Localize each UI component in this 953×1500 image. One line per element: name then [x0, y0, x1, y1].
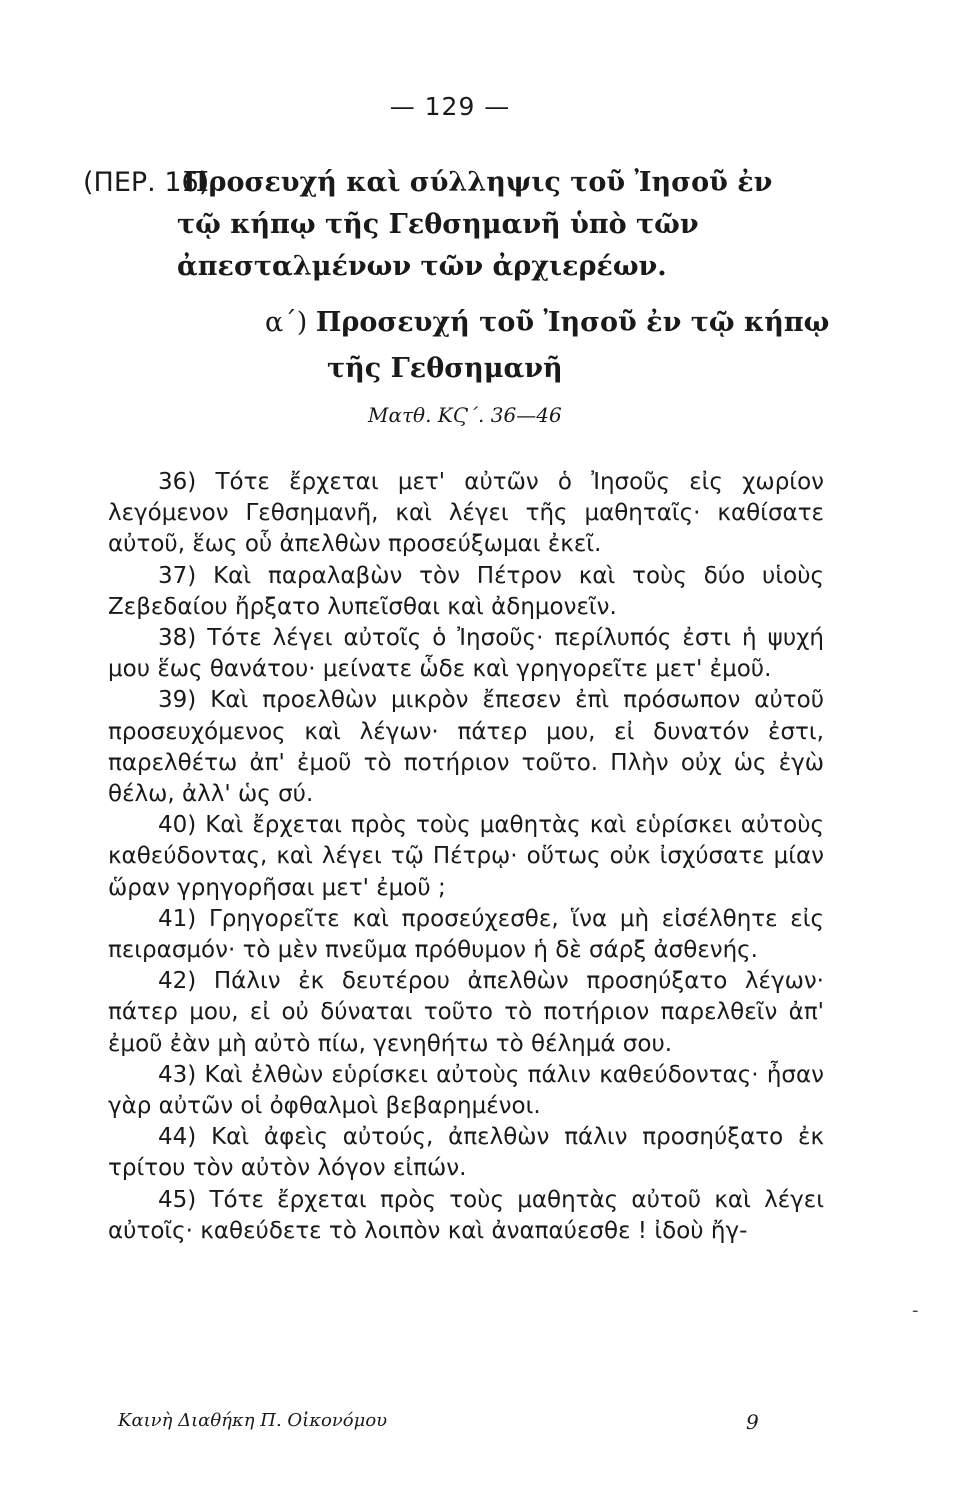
footer-signature-mark: 9 — [746, 1410, 759, 1434]
verse-paragraph: 36) Τότε ἔρχεται μετ' αὐτῶν ὁ Ἰησοῦς εἰς χωρίον λεγόμενον Γεθσημανῆ, καὶ λέγει τῆς μαθηταῖς· καθίσατε αὐτοῦ, ἕως οὗ ἀπελθὼν προσεύξωμαι ἐκεῖ. — [108, 469, 824, 558]
section-title-line: Προσευχή τοῦ Ἰησοῦ ἐν τῷ κήπῳ — [315, 307, 830, 338]
verse-paragraph: 42) Πάλιν ἐκ δευτέρου ἀπελθὼν προσηύξατο λέγων· πάτερ μου, εἰ οὐ δύναται τοῦτο τὸ ποτήριον παρελθεῖν ἀπ' ἐμοῦ ἐὰν μὴ αὐτὸ πίω, γενηθήτω τὸ θέλημά σου. — [108, 968, 824, 1057]
section-title-line: τῆς Γεθσημανῆ — [327, 353, 563, 384]
chapter-title-line: ἀπεσταλμένων τῶν ἀρχιερέων. — [177, 251, 667, 282]
section-heading — [265, 300, 829, 392]
verse-paragraph: 43) Καὶ ἐλθὼν εὑρίσκει αὐτοὺς πάλιν καθεύδοντας· ἦσαν γὰρ αὐτῶν οἱ ὀφθαλμοὶ βεβαρημένοι. — [108, 1061, 824, 1120]
footer-publisher: Καινὴ Διαθήκη Π. Οἰκονόμου — [118, 1410, 388, 1431]
scripture-reference: Ματθ. ΚϚ΄. 36—46 — [368, 403, 562, 427]
verse-paragraph: 45) Τότε ἔρχεται πρὸς τοὺς μαθητὰς αὐτοῦ καὶ λέγει αὐτοῖς· καθεύδετε τὸ λοιπὸν καὶ ἀναπαύεσθε ! ἰδοὺ ἤγ- — [108, 1186, 824, 1244]
margin-mark: - — [912, 1300, 919, 1321]
section-label: α΄) — [265, 307, 308, 338]
chapter-label: (ΠΕΡ. 16) — [83, 167, 210, 198]
verse-paragraph: 41) Γρηγορεῖτε καὶ προσεύχεσθε, ἵνα μὴ εἰσέλθητε εἰς πειρασμόν· τὸ μὲν πνεῦμα πρόθυμον ἡ δὲ σάρξ ἀσθενής. — [108, 905, 824, 964]
page-number: — 129 — — [389, 92, 511, 121]
verse-paragraph: 39) Καὶ προελθὼν μικρὸν ἔπεσεν ἐπὶ πρόσωπον αὐτοῦ προσευχόμενος καὶ λέγων· πάτερ μου, εἰ δυνατόν ἐστι, παρελθέτω ἀπ' ἐμοῦ τὸ ποτήριον τοῦτο. Πλὴν οὐχ ὡς ἐγὼ θέλω, ἀλλ' ὡς σύ. — [108, 687, 824, 808]
chapter-title-line: Προσευχή καὶ σύλληψις τοῦ Ἰησοῦ ἐν — [183, 167, 773, 198]
verse-list — [108, 467, 824, 1247]
verse-paragraph: 37) Καὶ παραλαβὼν τὸν Πέτρον καὶ τοὺς δύο υἱοὺς Ζεβεδαίου ἤρξατο λυπεῖσθαι καὶ ἀδημονεῖν. — [108, 562, 824, 620]
chapter-heading — [83, 162, 803, 288]
verse-paragraph: 44) Καὶ ἀφεὶς αὐτούς, ἀπελθὼν πάλιν προσηύξατο ἐκ τρίτου τὸν αὐτὸν λόγον εἰπών. — [108, 1124, 824, 1182]
verse-paragraph: 40) Καὶ ἔρχεται πρὸς τοὺς μαθητὰς καὶ εὑρίσκει αὐτοὺς καθεύδοντας, καὶ λέγει τῷ Πέτρῳ· οὕτως οὐκ ἰσχύσατε μίαν ὥραν γρηγορῆσαι μετ' ἐμοῦ ; — [108, 812, 824, 901]
chapter-title-line: τῷ κήπῳ τῆς Γεθσημανῆ ὑπὸ τῶν — [177, 209, 699, 240]
verse-paragraph: 38) Τότε λέγει αὐτοῖς ὁ Ἰησοῦς· περίλυπός ἐστι ἡ ψυχή μου ἕως θανάτου· μείνατε ὧδε καὶ γρηγορεῖτε μετ' ἐμοῦ. — [108, 625, 824, 683]
